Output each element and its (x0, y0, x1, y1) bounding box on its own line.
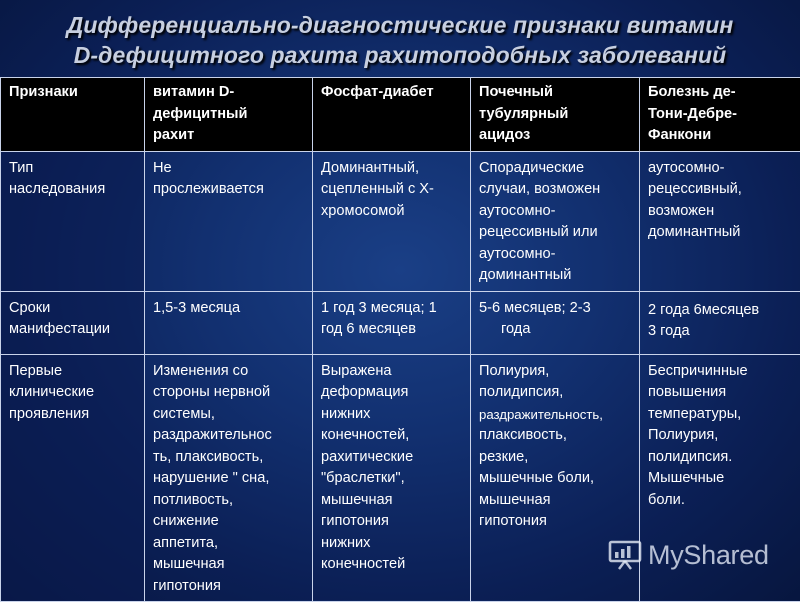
table-cell (145, 354, 313, 602)
table-row-inheritance (1, 151, 800, 291)
cell-text: 1,5-3 месяца (153, 298, 304, 320)
cell-text: клинические (9, 382, 136, 404)
cell-text: полидипсия. (648, 447, 792, 469)
cell-text: дефицитный (153, 104, 304, 126)
cell-text: ацидоз (479, 125, 631, 147)
cell-text: Выражена (321, 361, 462, 383)
cell-text: мышечная (321, 490, 462, 512)
cell-text: Изменения со (153, 361, 304, 383)
myshared-watermark (608, 537, 788, 573)
cell-text: 2 года 6месяцев (648, 300, 792, 322)
cell-text: рецессивный или (479, 222, 631, 244)
cell-text: Беспричинные (648, 361, 792, 383)
cell-text: полидипсия, (479, 382, 631, 404)
header-row (1, 78, 800, 152)
cell-text: резкие, (479, 447, 631, 469)
cell-text: аппетита, (153, 533, 304, 555)
cell-text: температуры, (648, 404, 792, 426)
table-cell (313, 291, 471, 354)
cell-text: Не (153, 158, 304, 180)
cell-text: гипотония (153, 576, 304, 598)
cell-text: нижних (321, 404, 462, 426)
cell-text: аутосомно- (648, 158, 792, 180)
cell-text: Спорадические (479, 158, 631, 180)
cell-text: 3 года (648, 321, 792, 343)
cell-text: Доминантный, (321, 158, 462, 180)
presentation-board-icon (608, 539, 642, 571)
cell-text: ть, плаксивость, (153, 447, 304, 469)
cell-text: аутосомно- (479, 201, 631, 223)
cell-text: 5-6 месяцев; 2-3 (479, 298, 631, 320)
cell-text: случаи, возможен (479, 179, 631, 201)
header-cell-phosphate-diabetes (313, 78, 471, 152)
cell-text: сцепленный с Х- (321, 179, 462, 201)
cell-text: наследования (9, 179, 136, 201)
cell-text: мышечная (153, 554, 304, 576)
cell-text: Полиурия, (648, 425, 792, 447)
cell-text: возможен (648, 201, 792, 223)
table-cell (471, 151, 640, 291)
cell-text: боли. (648, 490, 792, 512)
cell-text: Болезнь де- (648, 82, 792, 104)
cell-text: повышения (648, 382, 792, 404)
watermark-text: MyShared (648, 540, 769, 571)
cell-text: год 6 месяцев (321, 319, 462, 341)
title-line-2: D-дефицитного рахита рахитоподобных заболеваний (0, 40, 800, 70)
cell-text: Признаки (9, 82, 136, 104)
cell-text: 1 год 3 месяца; 1 (321, 298, 462, 320)
cell-text: конечностей, (321, 425, 462, 447)
cell-text: раздражительнос (153, 425, 304, 447)
cell-text: манифестации (9, 319, 136, 341)
cell-text: нарушение " сна, (153, 468, 304, 490)
cell-text: Тип (9, 158, 136, 180)
cell-text: деформация (321, 382, 462, 404)
table-cell (1, 354, 145, 602)
cell-text: Тони-Дебре- (648, 104, 792, 126)
cell-text: аутосомно- (479, 244, 631, 266)
header-cell-de-toni-debre-fanconi (640, 78, 800, 152)
cell-text: хромосомой (321, 201, 462, 223)
cell-text: нижних (321, 533, 462, 555)
table-cell (145, 151, 313, 291)
cell-text: снижение (153, 511, 304, 533)
cell-text: рахит (153, 125, 304, 147)
cell-text: рецессивный, (648, 179, 792, 201)
slide-title (0, 10, 800, 70)
cell-text: системы, (153, 404, 304, 426)
cell-text: "браслетки", (321, 468, 462, 490)
cell-text: Фосфат-диабет (321, 82, 462, 104)
table-cell (1, 291, 145, 354)
table-cell (640, 291, 800, 354)
cell-text: конечностей (321, 554, 462, 576)
cell-text: Полиурия, (479, 361, 631, 383)
header-cell-vitamin-d-rickets (145, 78, 313, 152)
table-cell (1, 151, 145, 291)
cell-text: гипотония (321, 511, 462, 533)
cell-text: гипотония (479, 511, 631, 533)
cell-text: Первые (9, 361, 136, 383)
table-cell (145, 291, 313, 354)
cell-text: плаксивость, (479, 425, 631, 447)
cell-text: проявления (9, 404, 136, 426)
table-cell (313, 354, 471, 602)
table-cell (313, 151, 471, 291)
cell-text: года (479, 319, 631, 341)
cell-text: доминантный (648, 222, 792, 244)
comparison-table (0, 77, 800, 602)
title-line-1: Дифференциально-диагностические признаки витамин (0, 10, 800, 40)
cell-text: тубулярный (479, 104, 631, 126)
cell-text: Мышечные (648, 468, 792, 490)
cell-text: раздражительность, (479, 404, 631, 426)
header-cell-renal-tubular-acidosis (471, 78, 640, 152)
cell-text: стороны нервной (153, 382, 304, 404)
comparison-table-container (0, 77, 800, 600)
cell-text: мышечные боли, (479, 468, 631, 490)
cell-text: мышечная (479, 490, 631, 512)
table-cell (471, 291, 640, 354)
cell-text: прослеживается (153, 179, 304, 201)
cell-text: Почечный (479, 82, 631, 104)
cell-text: Сроки (9, 298, 136, 320)
cell-text: витамин D- (153, 82, 304, 104)
cell-text: доминантный (479, 265, 631, 287)
cell-text: Фанкони (648, 125, 792, 147)
table-cell (640, 151, 800, 291)
header-cell-signs (1, 78, 145, 152)
cell-text: рахитические (321, 447, 462, 469)
cell-text: потливость, (153, 490, 304, 512)
table-row-onset (1, 291, 800, 354)
